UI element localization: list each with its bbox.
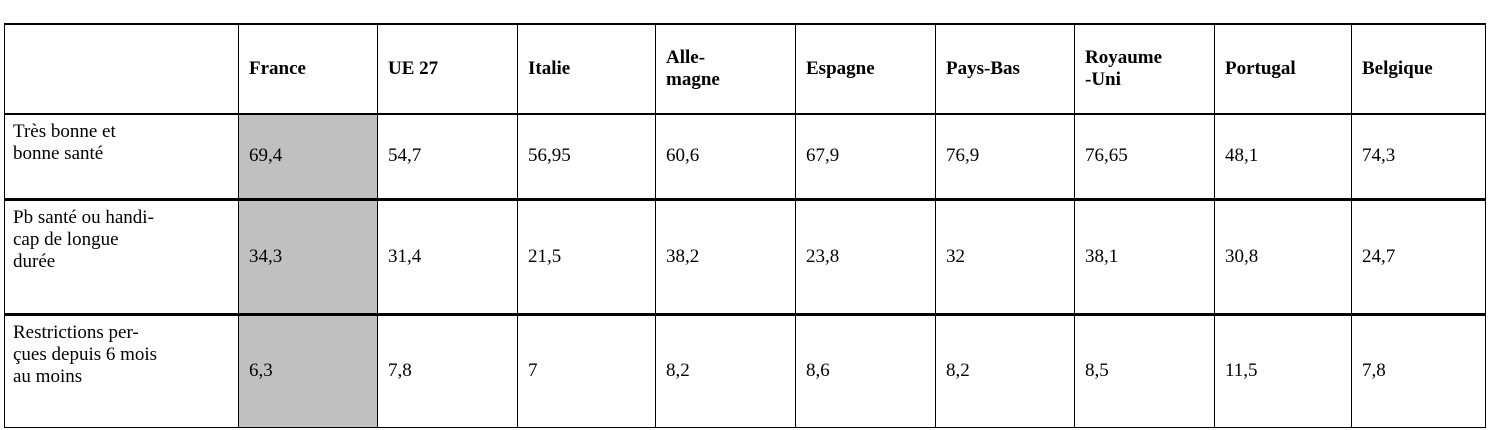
table-cell: 67,9 [795,114,935,198]
table-cell: 38,1 [1074,198,1214,313]
header-row [4,23,1486,114]
table-cell: 7,8 [1351,313,1486,428]
table-cell: 76,65 [1074,114,1214,198]
column-header: UE 27 [377,23,517,114]
column-header: Belgique [1351,23,1486,114]
table-title [0,0,1490,8]
table-row [4,114,1486,198]
table-cell: 8,2 [655,313,795,428]
table-cell: 8,6 [795,313,935,428]
table-cell: 56,95 [517,114,655,198]
column-header: Portugal [1214,23,1351,114]
health-comparison-table [4,23,1486,428]
column-header: Italie [517,23,655,114]
table-cell: 76,9 [935,114,1074,198]
table-row [4,313,1486,428]
table-cell: 38,2 [655,198,795,313]
table-cell: 8,5 [1074,313,1214,428]
table-cell: 30,8 [1214,198,1351,313]
table-row [4,198,1486,313]
row-label: Très bonne et bonne santé [4,114,238,198]
column-header: Pays-Bas [935,23,1074,114]
corner-cell [4,23,238,114]
row-label: Pb santé ou handi- cap de longue durée [4,198,238,313]
table-cell: 32 [935,198,1074,313]
table-cell: 31,4 [377,198,517,313]
row-label: Restrictions per- çues depuis 6 mois au moins [4,313,238,428]
table-cell: 69,4 [238,114,377,198]
table-cell: 60,6 [655,114,795,198]
table-cell: 34,3 [238,198,377,313]
table-cell: 48,1 [1214,114,1351,198]
table-cell: 7 [517,313,655,428]
column-header: France [238,23,377,114]
table-cell: 74,3 [1351,114,1486,198]
column-header: Espagne [795,23,935,114]
table-cell: 24,7 [1351,198,1486,313]
table-cell: 11,5 [1214,313,1351,428]
column-header: Royaume -Uni [1074,23,1214,114]
table-cell: 6,3 [238,313,377,428]
table-cell: 8,2 [935,313,1074,428]
table-cell: 7,8 [377,313,517,428]
column-header: Alle- magne [655,23,795,114]
table-cell: 23,8 [795,198,935,313]
table-cell: 54,7 [377,114,517,198]
table-cell: 21,5 [517,198,655,313]
